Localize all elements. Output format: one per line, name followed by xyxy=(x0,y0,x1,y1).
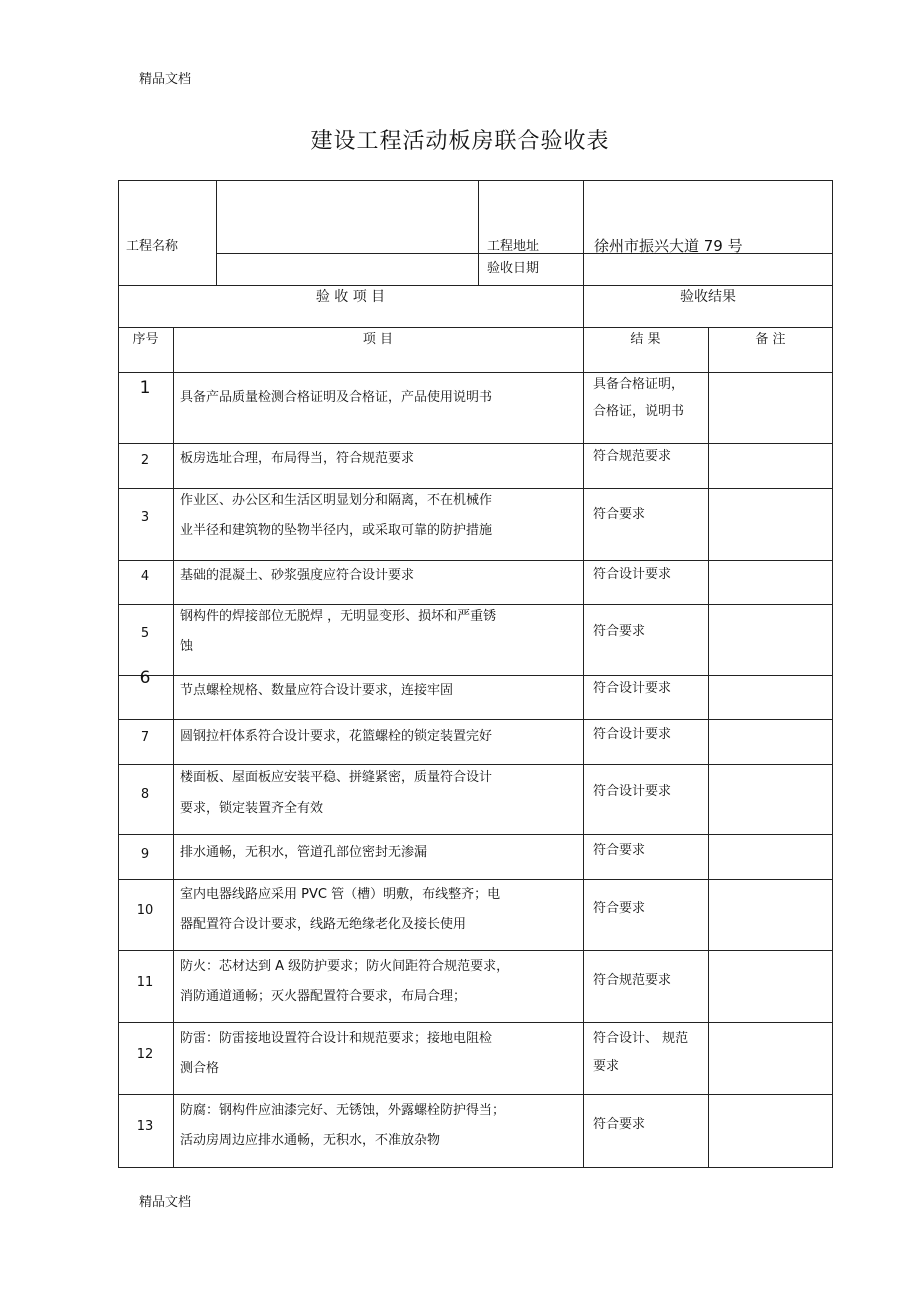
row-9-no: 9 xyxy=(140,847,150,862)
row-12-result: 符合设计、 规范 xyxy=(593,1031,689,1046)
row-3-result: 符合要求 xyxy=(593,507,646,522)
row-6-item: 节点螺栓规格、数量应符合设计要求，连接牢固 xyxy=(180,683,454,698)
project-address-value: 徐州市振兴大道 79 号 xyxy=(594,237,743,255)
column-header-no: 序号 xyxy=(132,332,159,347)
row-6-result: 符合设计要求 xyxy=(593,681,672,696)
row-10-item-line-2: 器配置符合设计要求，线路无绝缘老化及接长使用 xyxy=(180,917,467,932)
row-1-item: 具备产品质量检测合格证明及合格证，产品使用说明书 xyxy=(180,390,493,405)
row-8-item-line-2: 要求，锁定装置齐全有效 xyxy=(180,801,324,816)
section-results-heading: 验收结果 xyxy=(680,289,736,305)
row-11-no: 11 xyxy=(136,975,154,990)
row-10-item: 室内电器线路应采用 PVC 管（槽）明敷，布线整齐；电 xyxy=(180,887,501,902)
row-1-result-line-2: 合格证，说明书 xyxy=(593,404,685,419)
row-3-no: 3 xyxy=(140,510,150,525)
section-items-heading: 验 收 项 目 xyxy=(315,289,386,305)
row-8-result: 符合设计要求 xyxy=(593,784,672,799)
row-9-result: 符合要求 xyxy=(593,843,646,858)
row-4-item: 基础的混凝土、砂浆强度应符合设计要求 xyxy=(180,568,415,583)
form-title: 建设工程活动板房联合验收表 xyxy=(310,129,610,154)
row-12-no: 12 xyxy=(136,1047,154,1062)
row-5-no: 5 xyxy=(140,626,150,641)
row-13-item-line-2: 活动房周边应排水通畅，无积水，不准放杂物 xyxy=(180,1133,441,1148)
row-2-item: 板房选址合理，布局得当，符合规范要求 xyxy=(180,451,415,466)
project-name-label: 工程名称 xyxy=(126,239,179,254)
row-11-item: 防火：芯材达到 A 级防护要求；防火间距符合规范要求， xyxy=(180,959,510,974)
row-1-no: 1 xyxy=(139,378,151,398)
row-5-result: 符合要求 xyxy=(593,624,646,639)
row-2-no: 2 xyxy=(140,453,150,468)
row-8-no: 8 xyxy=(140,787,150,802)
row-12-item: 防雷：防雷接地设置符合设计和规范要求；接地电阻检 xyxy=(180,1031,493,1046)
page-footer: 精品文档 xyxy=(139,1195,192,1210)
row-13-no: 13 xyxy=(136,1119,154,1134)
column-header-result: 结 果 xyxy=(630,332,661,347)
row-11-item-line-2: 消防通道通畅；灭火器配置符合要求，布局合理； xyxy=(180,989,467,1004)
page-header: 精品文档 xyxy=(139,72,192,87)
row-3-item: 作业区、办公区和生活区明显划分和隔离，不在机械作 xyxy=(180,493,493,508)
row-11-result: 符合规范要求 xyxy=(593,973,672,988)
row-12-item-line-2: 测合格 xyxy=(180,1061,220,1076)
acceptance-date-label: 验收日期 xyxy=(487,261,540,276)
row-7-result: 符合设计要求 xyxy=(593,727,672,742)
row-10-no: 10 xyxy=(136,903,154,918)
row-12-result-line-2: 要求 xyxy=(593,1059,620,1074)
row-13-result: 符合要求 xyxy=(593,1117,646,1132)
row-5-item-line-2: 蚀 xyxy=(180,639,194,654)
row-5-item: 钢构件的焊接部位无脱焊 ，无明显变形、损坏和严重锈 xyxy=(180,609,497,624)
row-1-result: 具备合格证明， xyxy=(593,377,685,392)
row-13-item: 防腐：钢构件应油漆完好、无锈蚀，外露螺栓防护得当； xyxy=(180,1103,506,1118)
row-9-item: 排水通畅，无积水，管道孔部位密封无渗漏 xyxy=(180,845,428,860)
row-4-result: 符合设计要求 xyxy=(593,567,672,582)
row-7-item: 圆钢拉杆体系符合设计要求，花篮螺栓的锁定装置完好 xyxy=(180,729,493,744)
column-header-item: 项 目 xyxy=(362,332,394,347)
row-4-no: 4 xyxy=(140,569,150,584)
row-10-result: 符合要求 xyxy=(593,901,646,916)
column-header-remark: 备 注 xyxy=(755,332,786,347)
row-8-item: 楼面板、屋面板应安装平稳、拼缝紧密，质量符合设计 xyxy=(180,770,493,785)
row-3-item-line-2: 业半径和建筑物的坠物半径内，或采取可靠的防护措施 xyxy=(180,523,493,538)
row-7-no: 7 xyxy=(140,730,150,745)
project-address-label: 工程地址 xyxy=(487,239,540,254)
row-2-result: 符合规范要求 xyxy=(593,449,672,464)
row-6-no: 6 xyxy=(139,668,151,688)
